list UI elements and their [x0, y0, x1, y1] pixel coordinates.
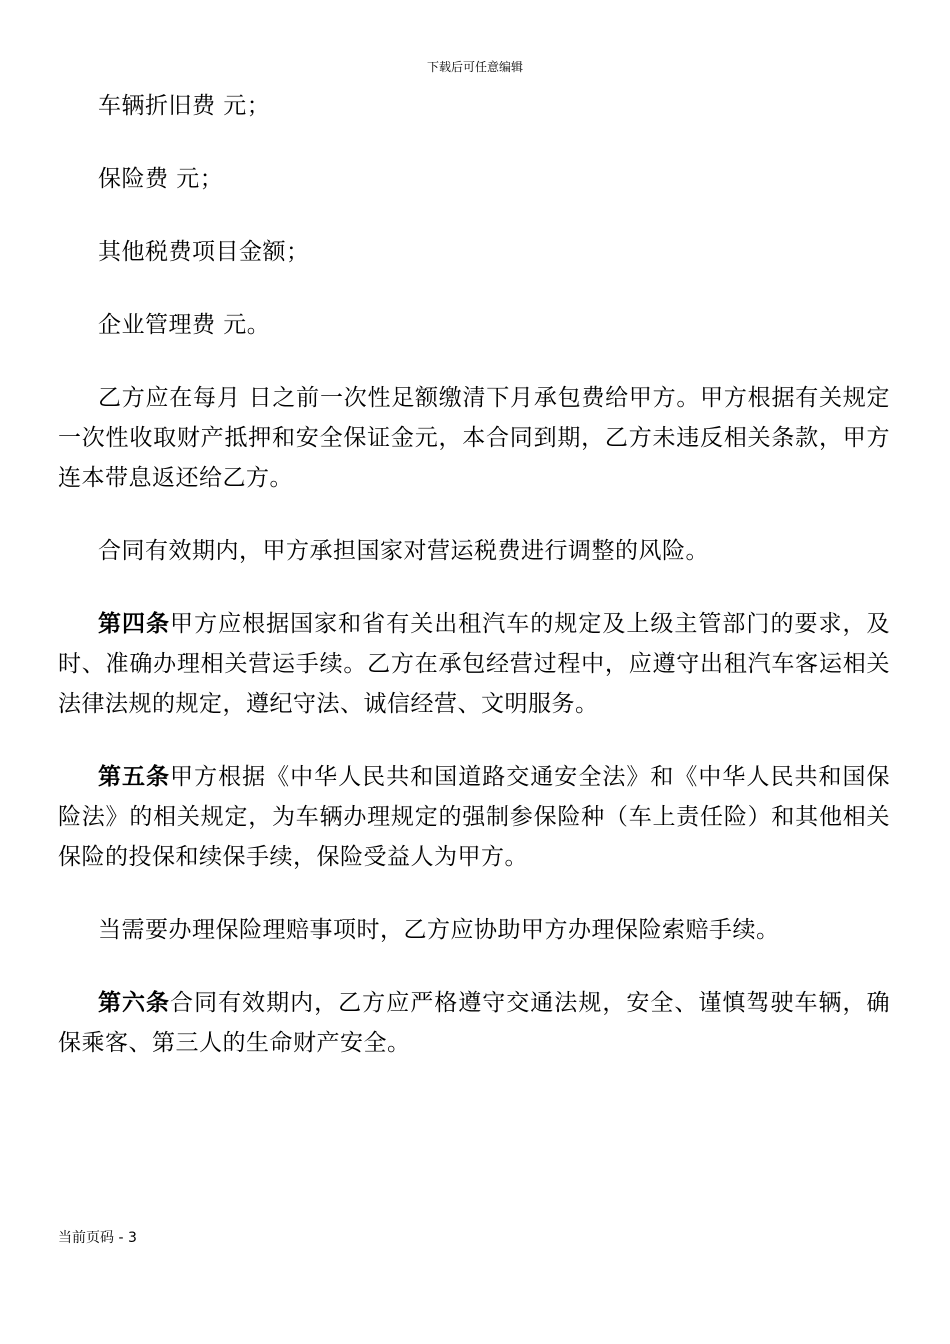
paragraph-vehicle-depreciation: [58, 86, 890, 126]
paragraph-text: 乙方应在每月 日之前一次性足额缴清下月承包费给甲方。甲方根据有关规定一次性收取财产抵押和安全保证金元，本合同到期，乙方未违反相关条款，甲方连本带息返还给乙方。: [58, 385, 890, 491]
article-number: 第四条: [98, 610, 171, 637]
paragraph-article-5: [58, 757, 890, 877]
paragraph-text: 当需要办理保险理赔事项时，乙方应协助甲方办理保险索赔手续。: [98, 917, 780, 943]
paragraph-text: 车辆折旧费 元；: [98, 93, 271, 119]
paragraph-text: 甲方应根据国家和省有关出租汽车的规定及上级主管部门的要求，及时、准确办理相关营运手续。乙方在承包经营过程中，应遵守出租汽车客运相关法律法规的规定，遵纪守法、诚信经营、文明服务。: [58, 611, 890, 717]
article-number: 第五条: [98, 763, 171, 790]
paragraph-text: 企业管理费 元。: [98, 312, 271, 338]
paragraph-article-4: [58, 604, 890, 724]
paragraph-text: 保险费 元；: [98, 166, 224, 192]
page-header: 下载后可任意编辑: [426, 60, 523, 74]
article-number: 第六条: [98, 989, 171, 1016]
paragraph-claims: [58, 910, 890, 950]
document-body: [58, 86, 890, 1063]
paragraph-article-6: [58, 983, 890, 1063]
paragraph-text: 合同有效期内，乙方应严格遵守交通法规，安全、谨慎驾驶车辆，确保乘客、第三人的生命财产安全。: [58, 990, 890, 1056]
paragraph-tax-risk: [58, 531, 890, 571]
page-number: 当前页码 - 3: [58, 1230, 137, 1246]
paragraph-insurance-fee: [58, 159, 890, 199]
paragraph-payment-terms: [58, 378, 890, 498]
paragraph-text: 甲方根据《中华人民共和国道路交通安全法》和《中华人民共和国保险法》的相关规定，为车辆办理规定的强制参保险种（车上责任险）和其他相关保险的投保和续保手续，保险受益人为甲方。: [58, 764, 890, 870]
paragraph-other-taxes: [58, 232, 890, 272]
paragraph-management-fee: [58, 305, 890, 345]
paragraph-text: 合同有效期内，甲方承担国家对营运税费进行调整的风险。: [98, 538, 709, 564]
paragraph-text: 其他税费项目金额；: [98, 239, 310, 265]
